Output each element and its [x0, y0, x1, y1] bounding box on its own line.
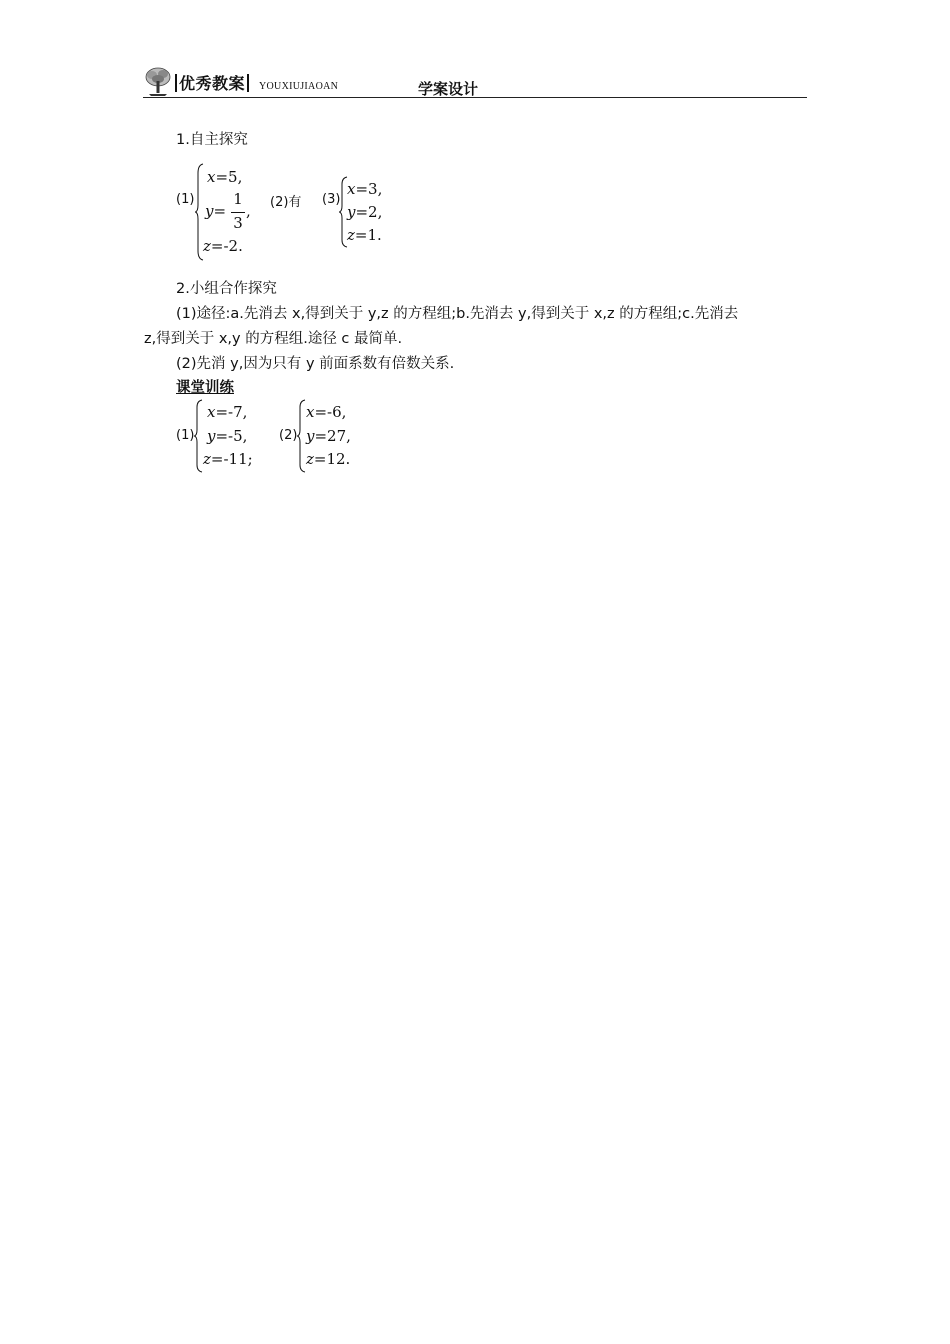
practice-heading: 课堂训练 — [176, 380, 234, 396]
section2-heading: 2.小组合作探究 — [176, 281, 277, 297]
fraction-denominator: 3 — [233, 214, 243, 232]
sys3-label: (3) — [322, 192, 341, 207]
sys1-eq2-post: , — [246, 202, 251, 220]
brand-subtitle: YOUXIUJIAOAN — [259, 81, 339, 92]
practice-sys1-label: (1) — [176, 428, 195, 443]
sys1-eq2-pre: y= — [205, 202, 227, 220]
brand-name — [173, 71, 251, 94]
practice-sys1-eq2: y=-5, — [207, 427, 248, 445]
tree-logo-icon — [143, 66, 173, 98]
sys3-eq3: z=1. — [347, 226, 382, 244]
section1-heading: 1.自主探究 — [176, 132, 248, 148]
practice-sys2-label: (2) — [279, 428, 298, 443]
section2-p1-line2: z,得到关于 x,y 的方程组.途径 c 最简单. — [144, 331, 403, 347]
sys3-eq1: x=3, — [347, 180, 383, 198]
sys3-eq2: y=2, — [347, 203, 383, 221]
header-rule — [143, 97, 807, 98]
item2-answer: (2)有 — [270, 195, 302, 210]
practice-sys2-eq3: z=12. — [306, 450, 351, 468]
header-title: 学案设计 — [418, 80, 479, 98]
practice-sys2-eq1: x=-6, — [306, 403, 347, 421]
brand-text: 优秀教案 — [179, 74, 246, 93]
practice-sys1-eq3: z=-11; — [203, 450, 253, 468]
sys1-label: (1) — [176, 192, 195, 207]
section2-p2: (2)先消 y,因为只有 y 前面系数有倍数关系. — [176, 356, 455, 372]
section2-p1-line1: (1)途径:a.先消去 x,得到关于 y,z 的方程组;b.先消去 y,得到关于 x,z 的方程组;c.先消去 — [176, 306, 739, 322]
fraction-bar — [231, 212, 245, 213]
practice-sys1-eq1: x=-7, — [207, 403, 248, 421]
practice-sys2-eq2: y=27, — [306, 427, 351, 445]
page-header — [143, 66, 807, 98]
fraction-numerator: 1 — [233, 190, 243, 208]
sys1-eq1: x=5, — [207, 168, 243, 186]
sys1-eq3: z=-2. — [203, 237, 243, 255]
